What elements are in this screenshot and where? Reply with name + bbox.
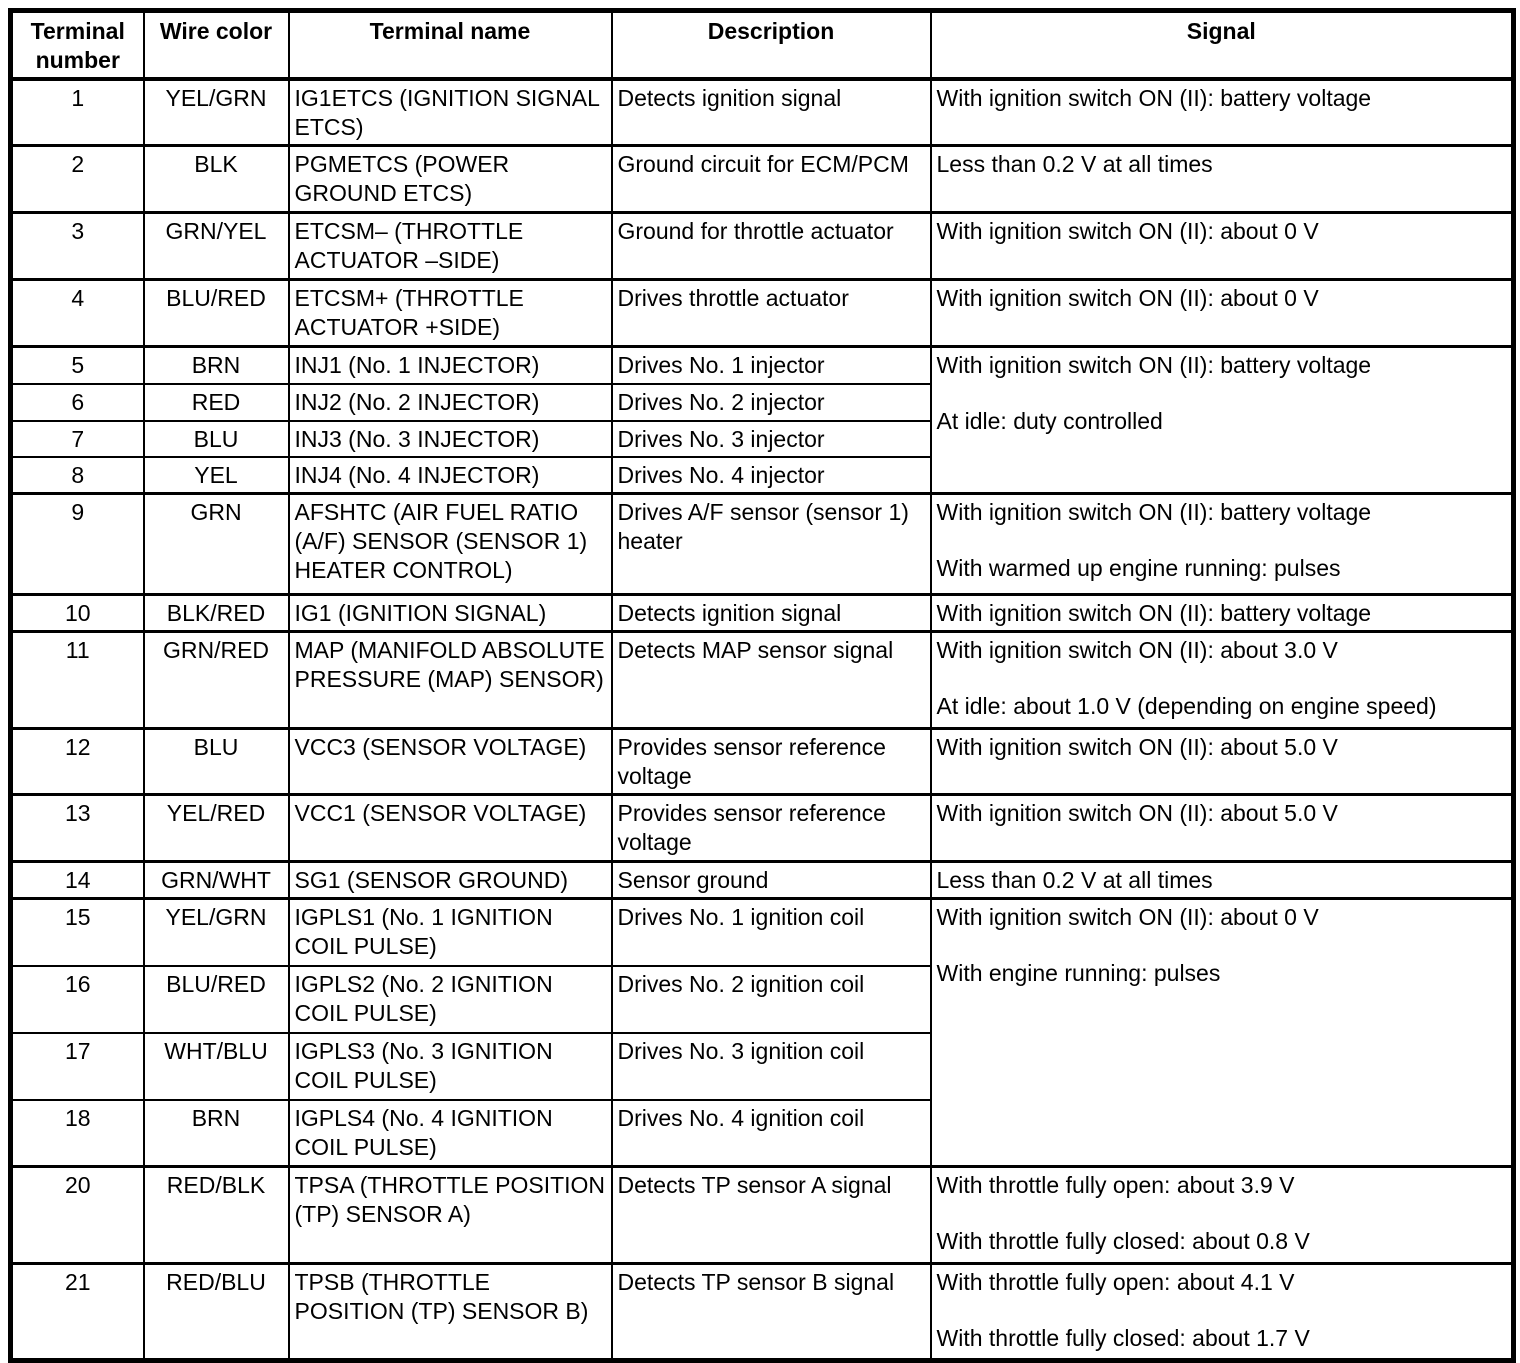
wire-color-cell: RED/BLK [144, 1167, 289, 1264]
terminal-number-cell: 5 [11, 347, 144, 384]
signal-line: With ignition switch ON (II): about 0 V [936, 218, 1319, 244]
signal-line: With ignition switch ON (II): battery voltage [936, 85, 1372, 111]
terminal-name-cell: INJ2 (No. 2 INJECTOR) [289, 384, 612, 421]
table-row [11, 595, 1514, 632]
terminal-name-cell: VCC1 (SENSOR VOLTAGE) [289, 795, 612, 862]
description-cell: Ground for throttle actuator [612, 213, 931, 280]
description-cell: Drives throttle actuator [612, 280, 931, 347]
terminal-number-cell: 3 [11, 213, 144, 280]
terminal-name-cell: INJ3 (No. 3 INJECTOR) [289, 421, 612, 457]
table-row [11, 862, 1514, 899]
wire-color-cell: BLU [144, 421, 289, 457]
signal-line: With ignition switch ON (II): battery voltage [936, 499, 1372, 525]
signal-line: With ignition switch ON (II): about 5.0 V [936, 734, 1338, 760]
table-row [11, 795, 1514, 862]
wire-color-cell: YEL/RED [144, 795, 289, 862]
description-cell: Drives No. 4 injector [612, 457, 931, 494]
wire-color-cell: GRN/YEL [144, 213, 289, 280]
terminal-name-cell: TPSB (THROTTLE POSITION (TP) SENSOR B) [289, 1264, 612, 1361]
signal-cell [931, 280, 1514, 347]
description-cell: Detects TP sensor A signal [612, 1167, 931, 1264]
signal-line: With ignition switch ON (II): battery voltage [936, 600, 1372, 626]
signal-line: With ignition switch ON (II): about 5.0 V [936, 800, 1338, 826]
signal-cell-merged-ignition-coils [931, 899, 1514, 1167]
col-header-terminal-number: Terminal number [11, 11, 144, 80]
description-cell: Drives No. 2 ignition coil [612, 966, 931, 1033]
terminal-name-cell: IGPLS2 (No. 2 IGNITION COIL PULSE) [289, 966, 612, 1033]
col-header-signal: Signal [931, 11, 1514, 80]
terminal-name-cell: ETCSM– (THROTTLE ACTUATOR –SIDE) [289, 213, 612, 280]
terminal-name-cell: TPSA (THROTTLE POSITION (TP) SENSOR A) [289, 1167, 612, 1264]
terminal-name-cell: IGPLS3 (No. 3 IGNITION COIL PULSE) [289, 1033, 612, 1100]
description-cell: Drives No. 3 ignition coil [612, 1033, 931, 1100]
signal-line: With throttle fully open: about 3.9 V [936, 1172, 1295, 1198]
terminal-name-cell: AFSHTC (AIR FUEL RATIO (A/F) SENSOR (SENSOR 1) HEATER CONTROL) [289, 494, 612, 595]
terminal-number-cell: 10 [11, 595, 144, 632]
terminal-number-cell: 6 [11, 384, 144, 421]
signal-cell [931, 632, 1514, 729]
terminal-number-cell: 4 [11, 280, 144, 347]
wire-color-cell: BLU [144, 729, 289, 795]
signal-line: With throttle fully closed: about 1.7 V [936, 1325, 1310, 1351]
terminal-number-cell: 21 [11, 1264, 144, 1361]
terminal-number-cell: 20 [11, 1167, 144, 1264]
terminal-number-cell: 9 [11, 494, 144, 595]
table-row [11, 632, 1514, 729]
description-cell: Detects ignition signal [612, 79, 931, 146]
terminal-name-cell: IGPLS1 (No. 1 IGNITION COIL PULSE) [289, 899, 612, 966]
table-row [11, 729, 1514, 795]
terminal-number-cell: 8 [11, 457, 144, 494]
signal-cell [931, 595, 1514, 632]
description-cell: Drives No. 1 injector [612, 347, 931, 384]
wire-color-cell: YEL/GRN [144, 899, 289, 966]
terminal-number-cell: 1 [11, 79, 144, 146]
wire-color-cell: BLK [144, 146, 289, 213]
terminal-name-cell: SG1 (SENSOR GROUND) [289, 862, 612, 899]
table-row [11, 494, 1514, 595]
wire-color-cell: YEL [144, 457, 289, 494]
terminal-number-cell: 16 [11, 966, 144, 1033]
signal-line: Less than 0.2 V at all times [936, 867, 1213, 893]
table-row [11, 899, 1514, 966]
terminal-name-cell: VCC3 (SENSOR VOLTAGE) [289, 729, 612, 795]
signal-line: Less than 0.2 V at all times [936, 151, 1213, 177]
signal-cell [931, 1264, 1514, 1361]
signal-line: At idle: about 1.0 V (depending on engine speed) [936, 693, 1437, 719]
description-cell: Detects MAP sensor signal [612, 632, 931, 729]
description-cell: Drives A/F sensor (sensor 1) heater [612, 494, 931, 595]
wire-color-cell: GRN/WHT [144, 862, 289, 899]
description-cell: Provides sensor reference voltage [612, 795, 931, 862]
signal-line: With ignition switch ON (II): about 3.0 V [936, 637, 1338, 663]
col-header-terminal-name: Terminal name [289, 11, 612, 80]
wire-color-cell: BLK/RED [144, 595, 289, 632]
description-cell: Detects TP sensor B signal [612, 1264, 931, 1361]
terminal-pinout-table [8, 8, 1516, 1363]
signal-cell [931, 146, 1514, 213]
terminal-number-cell: 11 [11, 632, 144, 729]
description-cell: Sensor ground [612, 862, 931, 899]
terminal-name-cell: IGPLS4 (No. 4 IGNITION COIL PULSE) [289, 1100, 612, 1167]
wire-color-cell: RED/BLU [144, 1264, 289, 1361]
header-row [11, 11, 1514, 80]
table-row [11, 1264, 1514, 1361]
table-row [11, 146, 1514, 213]
terminal-name-cell: PGMETCS (POWER GROUND ETCS) [289, 146, 612, 213]
table-row [11, 280, 1514, 347]
signal-line: At idle: duty controlled [936, 408, 1163, 434]
signal-line: With engine running: pulses [936, 960, 1221, 986]
signal-line: With throttle fully closed: about 0.8 V [936, 1228, 1310, 1254]
terminal-number-cell: 17 [11, 1033, 144, 1100]
terminal-name-cell: INJ4 (No. 4 INJECTOR) [289, 457, 612, 494]
signal-line: With throttle fully open: about 4.1 V [936, 1269, 1295, 1295]
wire-color-cell: YEL/GRN [144, 79, 289, 146]
terminal-name-cell: MAP (MANIFOLD ABSOLUTE PRESSURE (MAP) SENSOR) [289, 632, 612, 729]
terminal-number-cell: 13 [11, 795, 144, 862]
table-row [11, 1167, 1514, 1264]
terminal-number-cell: 12 [11, 729, 144, 795]
wire-color-cell: BRN [144, 347, 289, 384]
signal-line: With ignition switch ON (II): about 0 V [936, 904, 1319, 930]
signal-line: With ignition switch ON (II): battery voltage [936, 352, 1372, 378]
signal-cell [931, 862, 1514, 899]
terminal-name-cell: ETCSM+ (THROTTLE ACTUATOR +SIDE) [289, 280, 612, 347]
table-row [11, 347, 1514, 384]
wire-color-cell: BLU/RED [144, 280, 289, 347]
wire-color-cell: WHT/BLU [144, 1033, 289, 1100]
terminal-name-cell: IG1 (IGNITION SIGNAL) [289, 595, 612, 632]
terminal-name-cell: IG1ETCS (IGNITION SIGNAL ETCS) [289, 79, 612, 146]
terminal-number-cell: 2 [11, 146, 144, 213]
description-cell: Drives No. 1 ignition coil [612, 899, 931, 966]
signal-cell [931, 1167, 1514, 1264]
description-cell: Drives No. 2 injector [612, 384, 931, 421]
signal-cell [931, 494, 1514, 595]
description-cell: Drives No. 4 ignition coil [612, 1100, 931, 1167]
description-cell: Detects ignition signal [612, 595, 931, 632]
wire-color-cell: BLU/RED [144, 966, 289, 1033]
wire-color-cell: GRN/RED [144, 632, 289, 729]
signal-line: With ignition switch ON (II): about 0 V [936, 285, 1319, 311]
wire-color-cell: BRN [144, 1100, 289, 1167]
signal-cell [931, 795, 1514, 862]
wire-color-cell: RED [144, 384, 289, 421]
terminal-number-cell: 15 [11, 899, 144, 966]
description-cell: Ground circuit for ECM/PCM [612, 146, 931, 213]
table-row [11, 79, 1514, 146]
col-header-wire-color: Wire color [144, 11, 289, 80]
signal-cell [931, 79, 1514, 146]
signal-line: With warmed up engine running: pulses [936, 555, 1341, 581]
signal-cell [931, 213, 1514, 280]
signal-cell [931, 729, 1514, 795]
col-header-description: Description [612, 11, 931, 80]
wire-color-cell: GRN [144, 494, 289, 595]
terminal-name-cell: INJ1 (No. 1 INJECTOR) [289, 347, 612, 384]
description-cell: Provides sensor reference voltage [612, 729, 931, 795]
table-row [11, 213, 1514, 280]
signal-cell-merged-injectors [931, 347, 1514, 494]
terminal-number-cell: 7 [11, 421, 144, 457]
terminal-number-cell: 18 [11, 1100, 144, 1167]
description-cell: Drives No. 3 injector [612, 421, 931, 457]
terminal-number-cell: 14 [11, 862, 144, 899]
